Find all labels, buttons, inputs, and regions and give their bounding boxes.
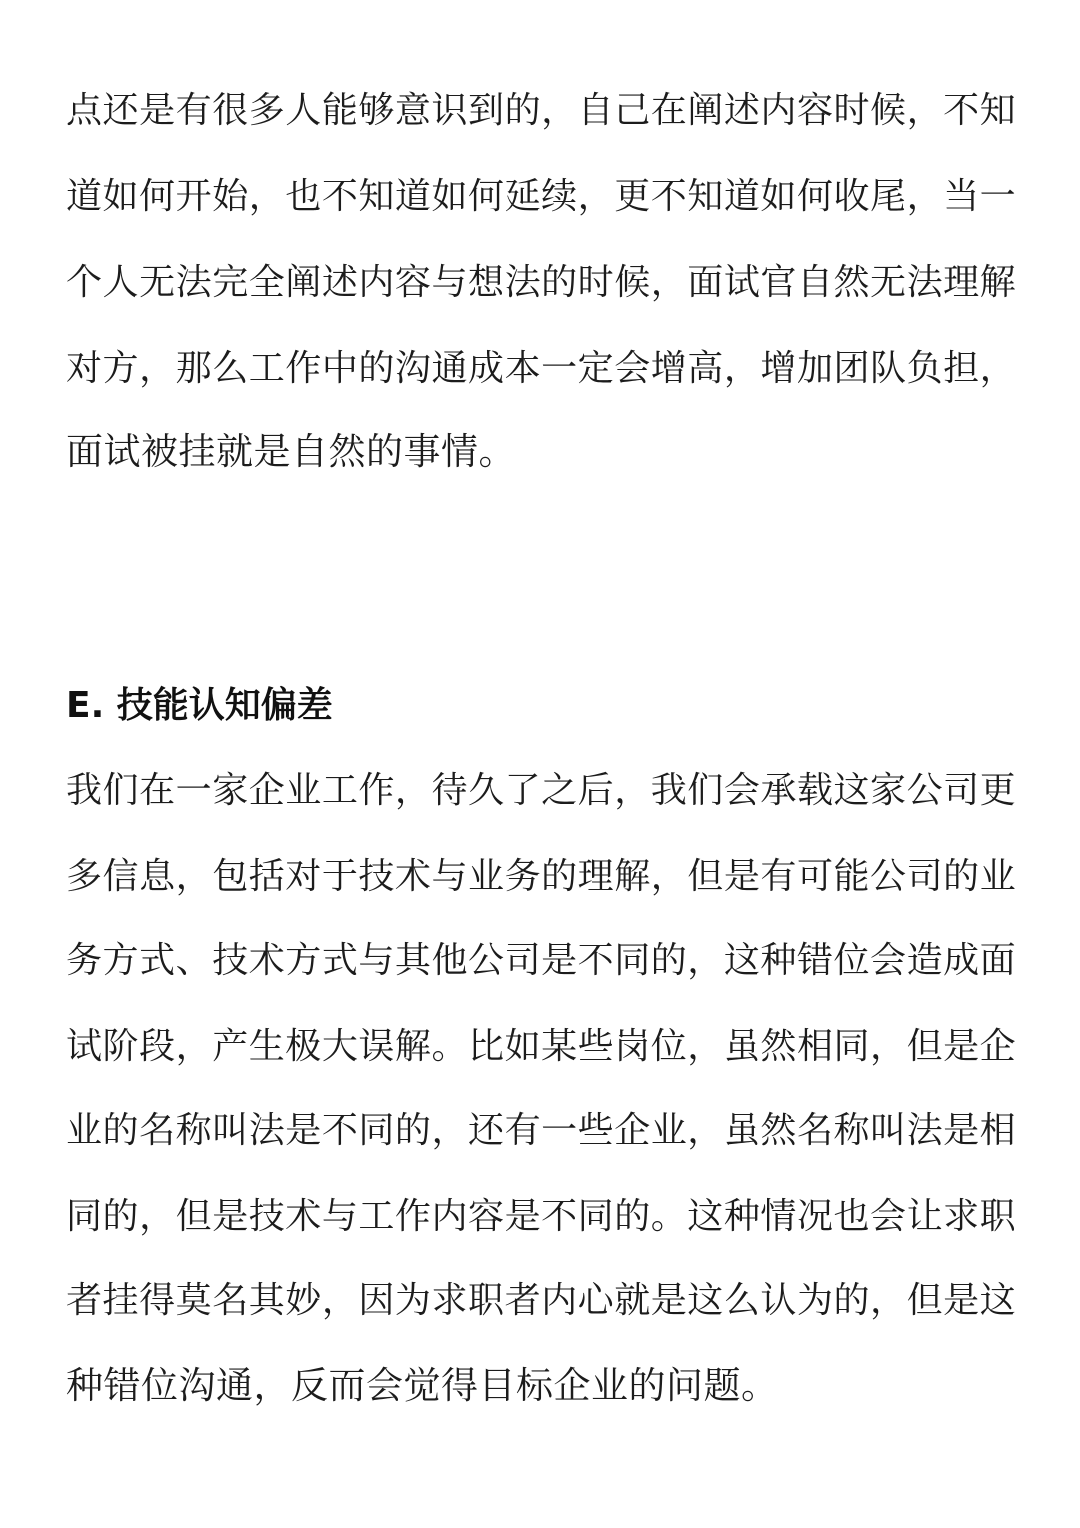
paragraph-line: 务方式、技术方式与其他公司是不同的，这种错位会造成面	[66, 939, 1017, 981]
paragraph-line: 业的名称叫法是不同的，还有一些企业，虽然名称叫法是相	[66, 1109, 1017, 1151]
paragraph-line: 对方，那么工作中的沟通成本一定会增高，增加团队负担，	[66, 347, 1017, 389]
paragraph-line: 点还是有很多人能够意识到的，自己在阐述内容时候，不知	[66, 89, 1017, 131]
paragraph-line: 者挂得莫名其妙，因为求职者内心就是这么认为的，但是这	[66, 1279, 1017, 1321]
section-heading: E. 技能认知偏差	[66, 685, 333, 726]
paragraph-line: 道如何开始，也不知道如何延续，更不知道如何收尾，当一	[66, 175, 1017, 217]
paragraph-line: 同的，但是技术与工作内容是不同的。这种情况也会让求职	[66, 1195, 1017, 1237]
paragraph-line: 种错位沟通，反而会觉得目标企业的问题。	[66, 1364, 779, 1407]
paragraph-line: 我们在一家企业工作，待久了之后，我们会承载这家公司更	[66, 769, 1017, 811]
paragraph-line: 多信息，包括对于技术与业务的理解，但是有可能公司的业	[66, 855, 1017, 897]
paragraph-line: 面试被挂就是自然的事情。	[66, 430, 516, 473]
paragraph-line: 试阶段，产生极大误解。比如某些岗位，虽然相同，但是企	[66, 1025, 1017, 1067]
paragraph-line: 个人无法完全阐述内容与想法的时候，面试官自然无法理解	[66, 261, 1017, 303]
